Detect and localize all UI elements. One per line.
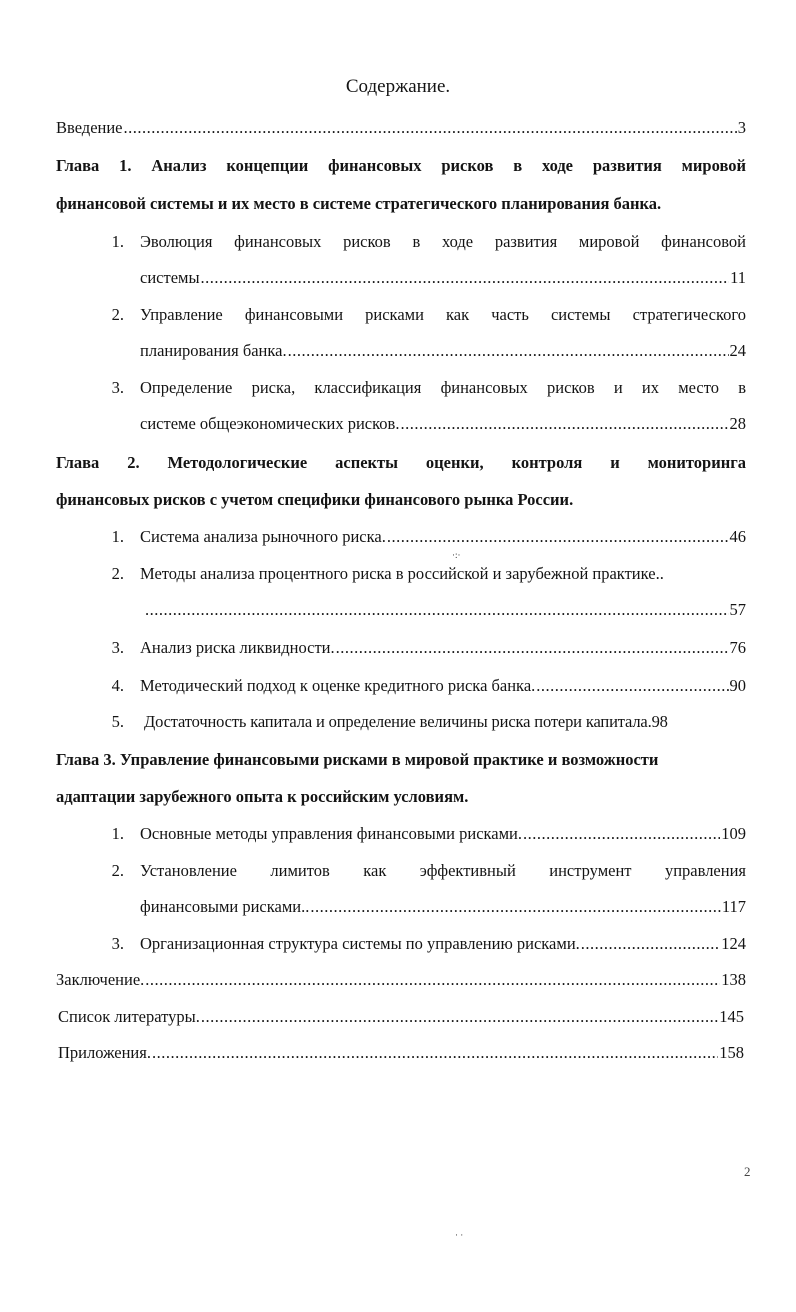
page-ref: 3	[737, 118, 746, 137]
page-ref: 11	[730, 268, 746, 287]
chapter-2-heading-line-2: финансовых рисков с учетом специфики финансового рынка России.	[56, 490, 574, 509]
toc-item-2-2-line-2	[145, 600, 746, 620]
item-number: 1.	[111, 527, 124, 546]
page-ref: 57	[729, 600, 746, 619]
page-ref: 109	[721, 824, 746, 843]
chapter-3-heading-line-2: адаптации зарубежного опыта к российским условиям.	[56, 787, 469, 806]
page-ref: 76	[729, 638, 746, 657]
toc-item-2-4: Методический подход к оценке кредитного риска банка. ..... 90	[140, 676, 746, 696]
toc-entry-literature: Список литературы. ..... 145	[58, 1007, 744, 1027]
chapter-2-heading-line-1: Глава 2. Методологические аспекты оценки, контроля и мониторинга	[56, 453, 746, 472]
item-number: 3.	[111, 378, 124, 397]
toc-item-1-3-line-2: системе общеэкономических рисков. ..... 28	[140, 414, 746, 434]
page-ref: 90	[729, 676, 746, 695]
toc-item-2-2-line-1: Методы анализа процентного риска в российской и зарубежной практике..	[140, 564, 664, 583]
toc-item-2-3: Анализ риска ликвидности. ..... 76	[140, 638, 746, 658]
item-number: 3.	[111, 638, 124, 657]
page-ref: 158	[719, 1043, 744, 1062]
scan-artifact: ·:·	[452, 550, 461, 560]
page-ref: 46	[729, 527, 746, 546]
toc-entry-conclusion: Заключение. ..... 138	[56, 970, 746, 990]
chapter-1-heading-line-1: Глава 1. Анализ концепции финансовых рисков в ходе развития мировой	[56, 156, 746, 175]
toc-item-3-2-line-1: Установление лимитов как эффективный инструмент управления	[140, 861, 746, 880]
page-title: Содержание.	[345, 76, 451, 97]
page-ref: 28	[729, 414, 746, 433]
page-number: 2	[744, 1164, 751, 1179]
page-ref: 145	[719, 1007, 744, 1026]
item-number: 1.	[111, 232, 124, 251]
toc-item-1-2-line-2: планирования банка. ..... 24	[140, 341, 746, 361]
toc-item-1-1-line-2: системы ..... 11	[140, 268, 746, 288]
chapter-3-heading-line-1: Глава 3. Управление финансовыми рисками в мировой практике и возможности	[56, 750, 659, 769]
item-number: 2.	[111, 564, 124, 583]
toc-item-1-1-line-1: Эволюция финансовых рисков в ходе развития мировой финансовой	[140, 232, 746, 251]
toc-entry-intro: Введение ..... 3	[56, 118, 746, 138]
item-number: 1.	[111, 824, 124, 843]
toc-item-2-5: Достаточность капитала и определение величины риска потери капитала.98	[144, 712, 668, 731]
page-ref: 124	[721, 934, 746, 953]
toc-item-3-2-line-2: финансовыми рисками.. ..... 117	[140, 897, 746, 917]
toc-item-3-3: Организационная структура системы по управлению рисками. ..... 124	[140, 934, 746, 954]
item-number: 2.	[111, 305, 124, 324]
page-ref: 138	[721, 970, 746, 989]
item-number: 5.	[111, 712, 124, 731]
toc-item-1-3-line-1: Определение риска, классификация финансовых рисков и их место в	[140, 378, 746, 397]
toc-item-1-2-line-1: Управление финансовыми рисками как часть системы стратегического	[140, 305, 746, 324]
chapter-1-heading-line-2: финансовой системы и их место в системе стратегического планирования банка.	[56, 194, 662, 213]
item-number: 2.	[111, 861, 124, 880]
toc-item-3-1: Основные методы управления финансовыми рисками. ..... 109	[140, 824, 746, 844]
page-ref: 117	[721, 897, 746, 916]
toc-item-2-1: Система анализа рыночного риска. ..... 46	[140, 527, 746, 547]
item-number: 3.	[111, 934, 124, 953]
page-ref: 24	[729, 341, 746, 360]
item-number: 4.	[111, 676, 124, 695]
toc-entry-appendix: Приложения. ..... 158	[58, 1043, 744, 1063]
scan-artifact: · ·	[455, 1230, 464, 1240]
